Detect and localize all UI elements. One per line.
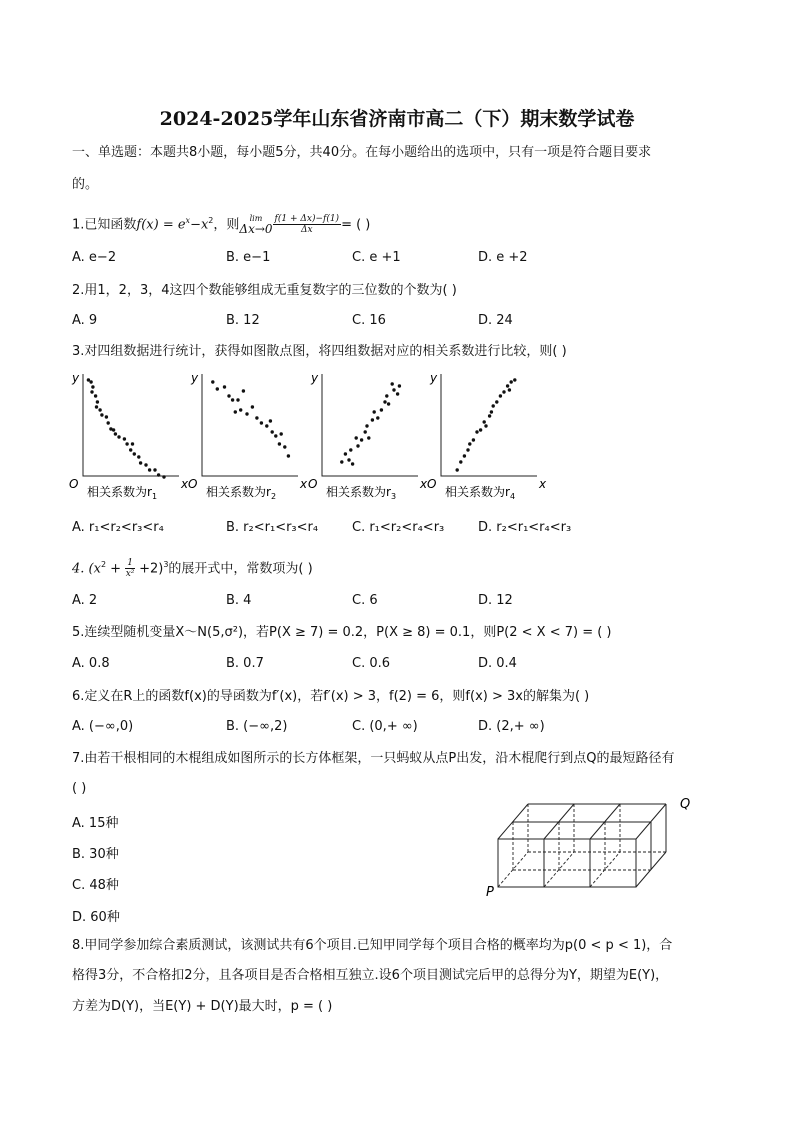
scatter-point	[483, 420, 486, 423]
q2-option-b[interactable]: B. 12	[226, 313, 260, 328]
scatter-x-label: x	[181, 477, 189, 491]
scatter-point	[492, 404, 495, 407]
q4-option-a[interactable]: A. 2	[72, 593, 98, 608]
q4-option-d[interactable]: D. 12	[478, 593, 513, 608]
scatter-point	[278, 442, 281, 445]
q7-stem-line2: ( )	[72, 781, 87, 796]
point-q-label: Q	[680, 797, 691, 812]
q1-option-b[interactable]: B. e−1	[226, 250, 271, 265]
point-p-label: P	[486, 885, 494, 900]
scatter-point	[251, 405, 254, 408]
scatter-point	[91, 385, 94, 388]
q3-stem: 3.对四组数据进行统计，获得如图散点图，将四组数据对应的相关系数进行比较，则( )	[72, 344, 567, 359]
scatter-point	[125, 442, 128, 445]
scatter-y-label: y	[311, 371, 319, 385]
scatter-point	[148, 468, 151, 471]
scatter-point	[490, 410, 493, 413]
scatter-point	[234, 410, 237, 413]
scatter-point	[385, 394, 388, 397]
scatter-point	[144, 463, 147, 466]
q2-stem: 2.用1，2，3，4这四个数能够组成无重复数字的三位数的个数为( )	[72, 283, 457, 298]
q2-option-c[interactable]: C. 16	[352, 313, 386, 328]
scatter-point	[365, 424, 368, 427]
scatter-x-label: x	[539, 477, 547, 491]
scatter-point	[466, 448, 469, 451]
q1-option-d[interactable]: D. e +2	[478, 250, 528, 265]
scatter-point	[351, 462, 354, 465]
scatter-point	[488, 414, 491, 417]
scatter-point	[355, 436, 358, 439]
scatter-point	[157, 473, 160, 476]
scatter-point	[510, 380, 513, 383]
q7-option-c[interactable]: C. 48种	[72, 878, 119, 893]
q7-stem-line1: 7.由若干根相同的木棍组成如图所示的长方体框架，一只蚂蚁从点P出发，沿木棍爬行到点Q的最短路径有	[72, 751, 675, 766]
scatter-point	[87, 378, 90, 381]
q6-option-d[interactable]: D. (2,+ ∞)	[478, 719, 545, 734]
q7-option-a[interactable]: A. 15种	[72, 816, 119, 831]
scatter-point	[502, 390, 505, 393]
scatter-point	[344, 452, 347, 455]
scatter-point	[391, 382, 394, 385]
scatter-point	[396, 392, 399, 395]
q5-option-a[interactable]: A. 0.8	[72, 656, 110, 671]
scatter-point	[287, 454, 290, 457]
scatter-point	[459, 460, 462, 463]
scatter-point	[508, 388, 511, 391]
scatter-origin-label: O	[69, 477, 79, 491]
scatter-point	[129, 448, 132, 451]
scatter-point	[133, 452, 136, 455]
scatter-point	[255, 416, 258, 419]
q8-stem-line2: 格得3分，不合格扣2分，且各项目是否合格相互独立.设6个项目测试完后甲的总得分为Y，期望为E(Y)，	[72, 968, 669, 983]
scatter-point	[479, 428, 482, 431]
scatter-axes	[83, 374, 179, 476]
scatter-point	[265, 424, 268, 427]
scatter-point	[231, 398, 234, 401]
scatter-point	[90, 390, 93, 393]
scatter-point	[398, 384, 401, 387]
q3-option-d[interactable]: D. r₂<r₁<r₄<r₃	[478, 520, 572, 535]
q6-option-b[interactable]: B. (−∞,2)	[226, 719, 288, 734]
scatter-point	[472, 438, 475, 441]
scatter-point	[153, 468, 156, 471]
scatter-point	[239, 408, 242, 411]
scatter-point	[131, 442, 134, 445]
scatter-point	[107, 421, 110, 424]
scatter-point	[513, 378, 516, 381]
q4-option-b[interactable]: B. 4	[226, 593, 252, 608]
scatter-point	[227, 394, 230, 397]
q7-option-b[interactable]: B. 30种	[72, 847, 119, 862]
scatter-point	[242, 389, 245, 392]
scatter-correlation-label: 相关系数为$r_1$	[87, 485, 158, 501]
q8-stem-line1: 8.甲同学参加综合素质测试，该测试共有6个项目.已知甲同学每个项目合格的概率均为p(0 < p < 1)，合	[72, 938, 673, 953]
scatter-y-label: y	[72, 371, 80, 385]
scatter-point	[98, 408, 101, 411]
scatter-point	[94, 394, 97, 397]
q4-option-c[interactable]: C. 6	[352, 593, 378, 608]
q7-cuboid-figure	[484, 792, 704, 902]
q1-option-c[interactable]: C. e +1	[352, 250, 401, 265]
scatter-correlation-label: 相关系数为$r_4$	[445, 485, 516, 501]
scatter-point	[95, 405, 98, 408]
scatter-point	[367, 436, 370, 439]
scatter-axes	[441, 374, 537, 476]
scatter-point	[216, 387, 219, 390]
scatter-point	[392, 388, 395, 391]
scatter-point	[211, 380, 214, 383]
scatter-origin-label: O	[188, 477, 198, 491]
q5-option-c[interactable]: C. 0.6	[352, 656, 391, 671]
scatter-y-label: y	[430, 371, 438, 385]
scatter-point	[123, 437, 126, 440]
q1-stem: 1.已知函数$f(x) = e^x-x^2$，则 lim Δx→0 $\frac{f(1 + \Delta x)-f(1)}{\Delta x}$ = ( )	[72, 214, 371, 237]
q5-stem: 5.连续型随机变量X～N(5,σ²)，若P(X ≥ 7) = 0.2，P(X ≥ 8) = 0.1，则P(2 < X < 7) = ( )	[72, 625, 612, 640]
scatter-point	[223, 385, 226, 388]
exam-title: 2024-2025学年山东省济南市高二（下）期末数学试卷	[159, 108, 635, 130]
scatter-point	[162, 475, 165, 478]
scatter-point	[271, 430, 274, 433]
scatter-correlation-label: 相关系数为$r_2$	[206, 485, 277, 501]
scatter-point	[236, 398, 239, 401]
scatter-point	[495, 400, 498, 403]
q3-option-a[interactable]: A. r₁<r₂<r₃<r₄	[72, 520, 164, 535]
scatter-point	[376, 416, 379, 419]
scatter-correlation-label: 相关系数为$r_3$	[326, 485, 397, 501]
scatter-point	[283, 445, 286, 448]
q5-option-b[interactable]: B. 0.7	[226, 656, 264, 671]
q6-option-c[interactable]: C. (0,+ ∞)	[352, 719, 418, 734]
scatter-point	[484, 424, 487, 427]
scatter-point	[456, 468, 459, 471]
scatter-point	[139, 461, 142, 464]
scatter-point	[360, 438, 363, 441]
scatter-point	[269, 419, 272, 422]
scatter-point	[100, 413, 103, 416]
scatter-point	[245, 412, 248, 415]
scatter-point	[380, 408, 383, 411]
scatter-point	[373, 410, 376, 413]
scatter-point	[112, 428, 115, 431]
scatter-point	[117, 435, 120, 438]
scatter-point	[340, 460, 343, 463]
scatter-point	[105, 415, 108, 418]
q7-option-d[interactable]: D. 60种	[72, 910, 120, 925]
scatter-origin-label: O	[427, 477, 437, 491]
scatter-x-label: x	[420, 477, 428, 491]
q3-option-c[interactable]: C. r₁<r₂<r₄<r₃	[352, 520, 445, 535]
scatter-point	[387, 402, 390, 405]
scatter-point	[506, 384, 509, 387]
q2-option-a[interactable]: A. 9	[72, 313, 98, 328]
q6-option-a[interactable]: A. (−∞,0)	[72, 719, 134, 734]
scatter-point	[383, 400, 386, 403]
scatter-point	[96, 400, 99, 403]
q6-stem: 6.定义在R上的函数f(x)的导函数为f′(x)，若f′(x) > 3，f(2) = 6，则f(x) > 3x的解集为( )	[72, 689, 590, 704]
q5-option-d[interactable]: D. 0.4	[478, 656, 517, 671]
scatter-point	[468, 442, 471, 445]
scatter-point	[364, 430, 367, 433]
scatter-point	[499, 394, 502, 397]
scatter-x-label: x	[300, 477, 308, 491]
q3-option-b[interactable]: B. r₂<r₁<r₃<r₄	[226, 520, 319, 535]
scatter-point	[371, 418, 374, 421]
scatter-point	[347, 458, 350, 461]
scatter-point	[274, 434, 277, 437]
scatter-point	[114, 432, 117, 435]
q4-stem: 4. ($x^2$ + $\frac{1}{\text{x²}}$ +2)$^3$的展开式中，常数项为( )	[72, 558, 313, 580]
scatter-point	[463, 454, 466, 457]
scatter-point	[89, 380, 92, 383]
q1-option-a[interactable]: A. e−2	[72, 250, 117, 265]
section-instructions-line2: 的。	[72, 177, 99, 192]
scatter-point	[356, 444, 359, 447]
scatter-point	[280, 432, 283, 435]
scatter-axes	[322, 374, 418, 476]
scatter-point	[137, 455, 140, 458]
q2-option-d[interactable]: D. 24	[478, 313, 513, 328]
scatter-y-label: y	[191, 371, 199, 385]
q8-stem-line3: 方差为D(Y)，当E(Y) + D(Y)最大时，p = ( )	[72, 999, 333, 1014]
scatter-point	[349, 448, 352, 451]
q3-scatter-figures	[68, 368, 548, 506]
scatter-point	[260, 421, 263, 424]
scatter-point	[475, 430, 478, 433]
section-instructions-line1: 一、单选题：本题共8小题，每小题5分，共40分。在每小题给出的选项中，只有一项是符合题目要求	[72, 145, 652, 160]
scatter-origin-label: O	[308, 477, 318, 491]
